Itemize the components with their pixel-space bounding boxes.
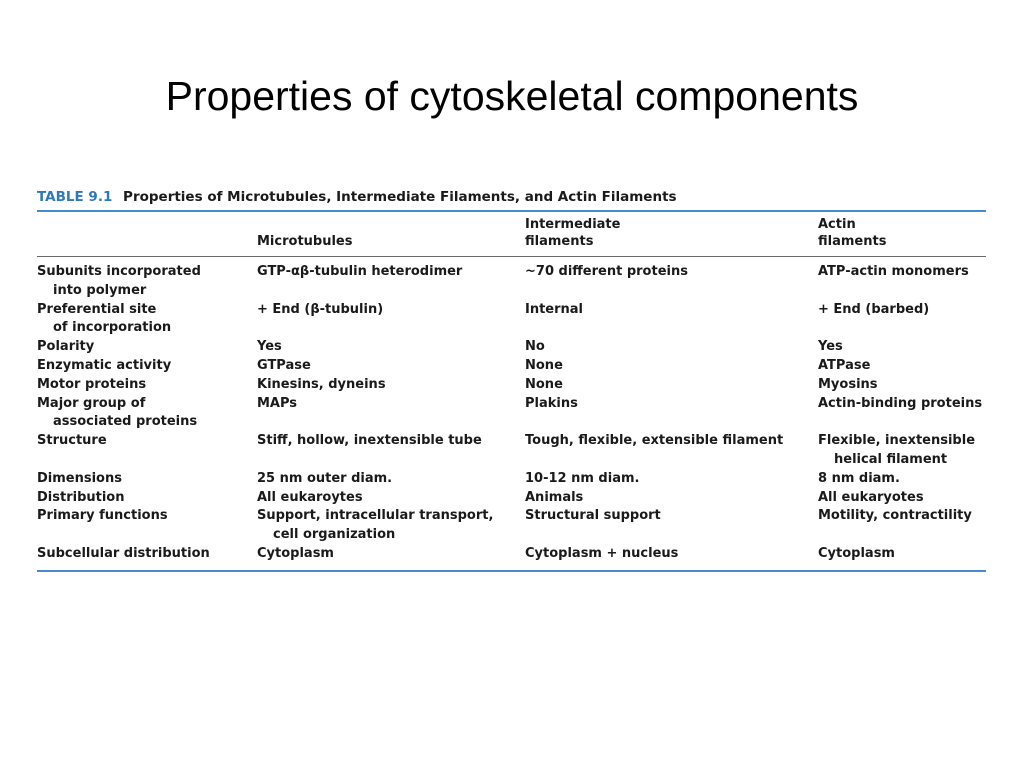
cell-intermediate-filaments-line: No [525, 339, 545, 355]
cell-actin-filaments-line: All eukaryotes [818, 489, 924, 505]
cell-actin-filaments-line: helical filament [834, 451, 948, 467]
cell-microtubules [257, 395, 297, 414]
cell-property-line: Enzymatic activity [37, 358, 172, 373]
cell-intermediate-filaments-line: Animals [525, 489, 584, 505]
cell-microtubules [257, 376, 386, 395]
cell-intermediate-filaments-line: Cytoplasm + nucleus [525, 546, 679, 561]
cell-property [37, 357, 171, 376]
cell-intermediate-filaments-line: Internal [525, 301, 584, 317]
cell-actin-filaments [818, 432, 975, 470]
cell-actin-filaments-line: Actin-binding proteins [818, 395, 983, 411]
cell-intermediate-filaments-line: Tough, flexible, extensible filament [525, 433, 784, 449]
cell-microtubules-line: 25 nm outer diam. [257, 470, 393, 486]
cell-property [37, 507, 168, 526]
cell-actin-filaments-line: Yes [818, 339, 843, 355]
cell-intermediate-filaments [525, 470, 639, 489]
cell-property [37, 470, 122, 489]
cell-property [37, 489, 124, 508]
table-body [37, 257, 986, 570]
cell-microtubules [257, 338, 282, 357]
cell-property-line: Preferential site [37, 301, 157, 317]
cell-microtubules-line: cell organization [273, 527, 396, 543]
cell-intermediate-filaments-line: None [525, 358, 563, 373]
cell-microtubules-line: MAPs [257, 395, 298, 411]
cell-actin-filaments [818, 338, 843, 357]
cell-microtubules-line: Yes [257, 339, 282, 355]
cell-actin-filaments [818, 470, 900, 489]
cell-actin-filaments-line: 8 nm diam. [818, 470, 900, 486]
cell-property [37, 545, 210, 564]
table-caption [37, 186, 986, 210]
cell-actin-filaments-line: Cytoplasm [818, 546, 895, 561]
header-microtubules: Microtubules [257, 234, 353, 249]
cell-property-line: Distribution [37, 489, 125, 505]
cell-actin-filaments-line: ATP-actin monomers [818, 264, 969, 279]
cell-actin-filaments [818, 301, 929, 320]
cell-intermediate-filaments [525, 545, 678, 564]
cell-actin-filaments [818, 376, 878, 395]
cell-property-line: Subcellular distribution [37, 546, 210, 561]
properties-table [37, 186, 986, 572]
cell-intermediate-filaments [525, 432, 783, 451]
cell-microtubules-line: GTPase [257, 358, 311, 373]
cell-actin-filaments-line: ATPase [818, 358, 871, 373]
header-actin-filaments: Actin filaments [818, 217, 887, 249]
cell-microtubules-line: Kinesins, dyneins [257, 376, 386, 392]
cell-microtubules [257, 263, 462, 282]
cell-actin-filaments-line: Motility, contractility [818, 508, 972, 524]
cell-actin-filaments-line: + End (barbed) [818, 301, 930, 317]
table-caption-text: Properties of Microtubules, Intermediate Filaments, and Actin Filaments [123, 189, 677, 205]
cell-microtubules-line: + End (β-tubulin) [257, 301, 384, 317]
cell-property-line: Structure [37, 433, 107, 449]
cell-property-line: of incorporation [53, 320, 172, 336]
table-header-row [37, 212, 986, 256]
cell-actin-filaments [818, 545, 895, 564]
cell-actin-filaments [818, 263, 969, 282]
cell-microtubules [257, 357, 311, 376]
cell-intermediate-filaments [525, 301, 583, 320]
cell-property-line: Primary functions [37, 508, 168, 524]
cell-intermediate-filaments-line: Plakins [525, 395, 578, 411]
table-bottom-rule [37, 570, 986, 572]
cell-intermediate-filaments-line: 10-12 nm diam. [525, 470, 640, 486]
cell-microtubules-line: Support, intracellular transport, [257, 508, 494, 524]
cell-actin-filaments [818, 489, 924, 508]
cell-intermediate-filaments [525, 357, 563, 376]
cell-property [37, 338, 94, 357]
cell-property-line: Dimensions [37, 470, 122, 486]
slide-title: Properties of cytoskeletal components [165, 73, 859, 119]
cell-microtubules [257, 470, 392, 489]
cell-microtubules-line: Cytoplasm [257, 546, 334, 561]
cell-intermediate-filaments [525, 338, 545, 357]
cell-intermediate-filaments [525, 489, 583, 508]
cell-property [37, 395, 197, 433]
cell-intermediate-filaments [525, 395, 578, 414]
cell-actin-filaments [818, 357, 870, 376]
cell-intermediate-filaments-line: None [525, 376, 563, 392]
cell-property [37, 301, 171, 339]
cell-microtubules [257, 545, 334, 564]
cell-property-line: into polymer [53, 282, 147, 298]
cell-microtubules [257, 301, 383, 320]
cell-intermediate-filaments-line: ~70 different proteins [525, 264, 688, 279]
cell-intermediate-filaments-line: Structural support [525, 508, 661, 524]
cell-property-line: Subunits incorporated [37, 264, 201, 279]
cell-property-line: associated proteins [53, 414, 198, 430]
cell-actin-filaments-line: Myosins [818, 376, 878, 392]
cell-actin-filaments-line: Flexible, inextensible [818, 433, 976, 449]
header-intermediate-filaments: Intermediate filaments [525, 217, 621, 249]
cell-intermediate-filaments [525, 507, 661, 526]
cell-microtubules-line: Stiff, hollow, inextensible tube [257, 433, 482, 449]
cell-property-line: Polarity [37, 339, 95, 355]
cell-actin-filaments [818, 507, 972, 526]
cell-microtubules [257, 489, 363, 508]
cell-microtubules [257, 507, 493, 545]
cell-intermediate-filaments [525, 376, 563, 395]
cell-microtubules-line: GTP-αβ-tubulin heterodimer [257, 264, 463, 279]
cell-property [37, 376, 146, 395]
cell-property [37, 432, 107, 451]
cell-property-line: Major group of [37, 395, 146, 411]
cell-property-line: Motor proteins [37, 376, 147, 392]
cell-microtubules [257, 432, 482, 451]
cell-actin-filaments [818, 395, 982, 414]
cell-microtubules-line: All eukaroytes [257, 489, 363, 505]
cell-property [37, 263, 201, 301]
table-number: TABLE 9.1 [37, 189, 113, 205]
cell-intermediate-filaments [525, 263, 688, 282]
